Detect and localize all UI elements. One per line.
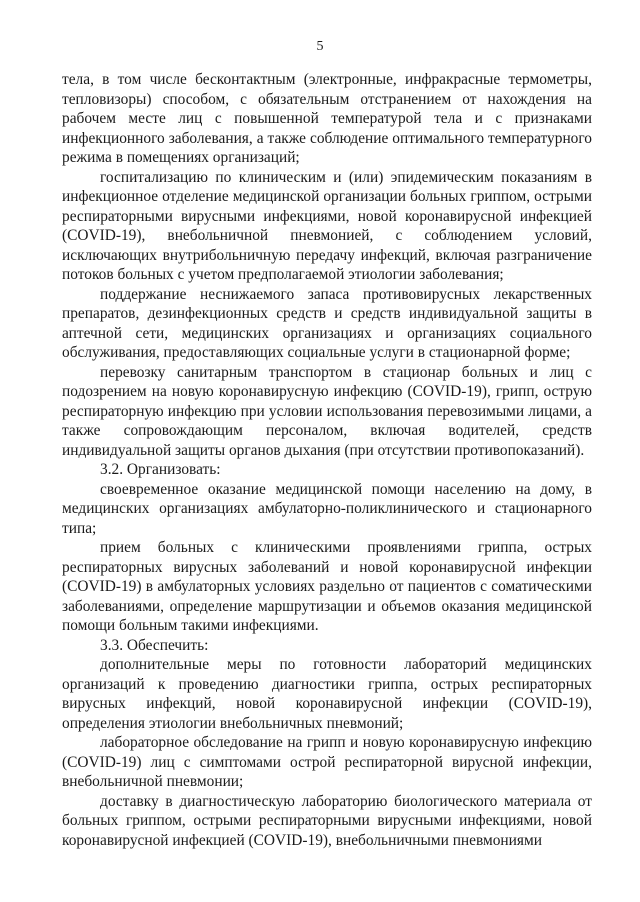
section-heading-3-3: 3.3. Обеспечить: xyxy=(100,636,209,654)
paragraph-stock-maintenance: поддержание неснижаемого запаса противовирусных лекарственных препаратов, дезинфекционных средств и средств индивидуальной защиты в аптечной сети, медицинских организациях и организациях социального обслуживания, предоставляющих социальные услуги в стационарной форме; xyxy=(62,285,592,361)
page-number: 5 xyxy=(316,39,324,54)
paragraph-timely-care: своевременное оказание медицинской помощи населению на дому, в медицинских организациях амбулаторно-поликлинического и стационарного типа; xyxy=(62,480,592,537)
paragraph-lab-readiness: дополнительные меры по готовности лабораторий медицинских организаций к проведению диагностики гриппа, острых респираторных вирусных инфекций, новой коронавирусной инфекции (COVID-19), определения этиологии внебольничных пневмоний; xyxy=(62,656,592,732)
paragraph-sample-delivery: доставку в диагностическую лабораторию биологического материала от больных гриппом, острыми респираторными вирусными инфекциями, новой коронавирусной инфекцией (COVID-19), внебольничными пневмониями xyxy=(62,792,592,849)
section-heading-3-2: 3.2. Организовать: xyxy=(100,461,221,478)
paragraph-temperature-control: тела, в том числе бесконтактным (электронные, инфракрасные термометры, тепловизоры) способом, с обязательным отстранением от нахождения на рабочем месте лиц с повышенной температурой тела и с признаками инфекционного заболевания, а также соблюдение оптимального температурного режима в помещениях организаций; xyxy=(62,71,592,166)
paragraph-sanitary-transport: перевозку санитарным транспортом в стационар больных и лиц с подозрением на новую коронавирусную инфекцию (COVID-19), грипп, острую респираторную инфекцию при условии использования перевозимыми лицами, а также сопровождающим персоналом, включая водителей, средств индивидуальной защиты органов дыхания (при отсутствии противопоказаний). xyxy=(62,363,592,459)
paragraph-hospitalization: госпитализацию по клиническим и (или) эпидемическим показаниям в инфекционное отделение медицинской организации больных гриппом, острыми респираторными вирусными инфекциями, новой коронавирусной инфекцией (COVID-19), внебольничной пневмонией, с соблюдением условий, исключающих внутрибольничную передачу инфекций, включая разграничение потоков больных с учетом предполагаемой этиологии заболевания; xyxy=(62,168,592,283)
paragraph-lab-testing: лабораторное обследование на грипп и новую коронавирусную инфекцию (COVID-19) лиц с симптомами острой респираторной вирусной инфекции, внебольничной пневмонии; xyxy=(62,734,592,790)
document-body xyxy=(62,70,592,850)
paragraph-patient-reception: прием больных с клиническими проявлениями гриппа, острых респираторных вирусных заболеваний и новой коронавирусной инфекции (COVID-19) в амбулаторных условиях раздельно от пациентов с соматическими заболеваниями, определение маршрутизации и объемов оказания медицинской помощи больным такими инфекциями. xyxy=(62,539,592,634)
